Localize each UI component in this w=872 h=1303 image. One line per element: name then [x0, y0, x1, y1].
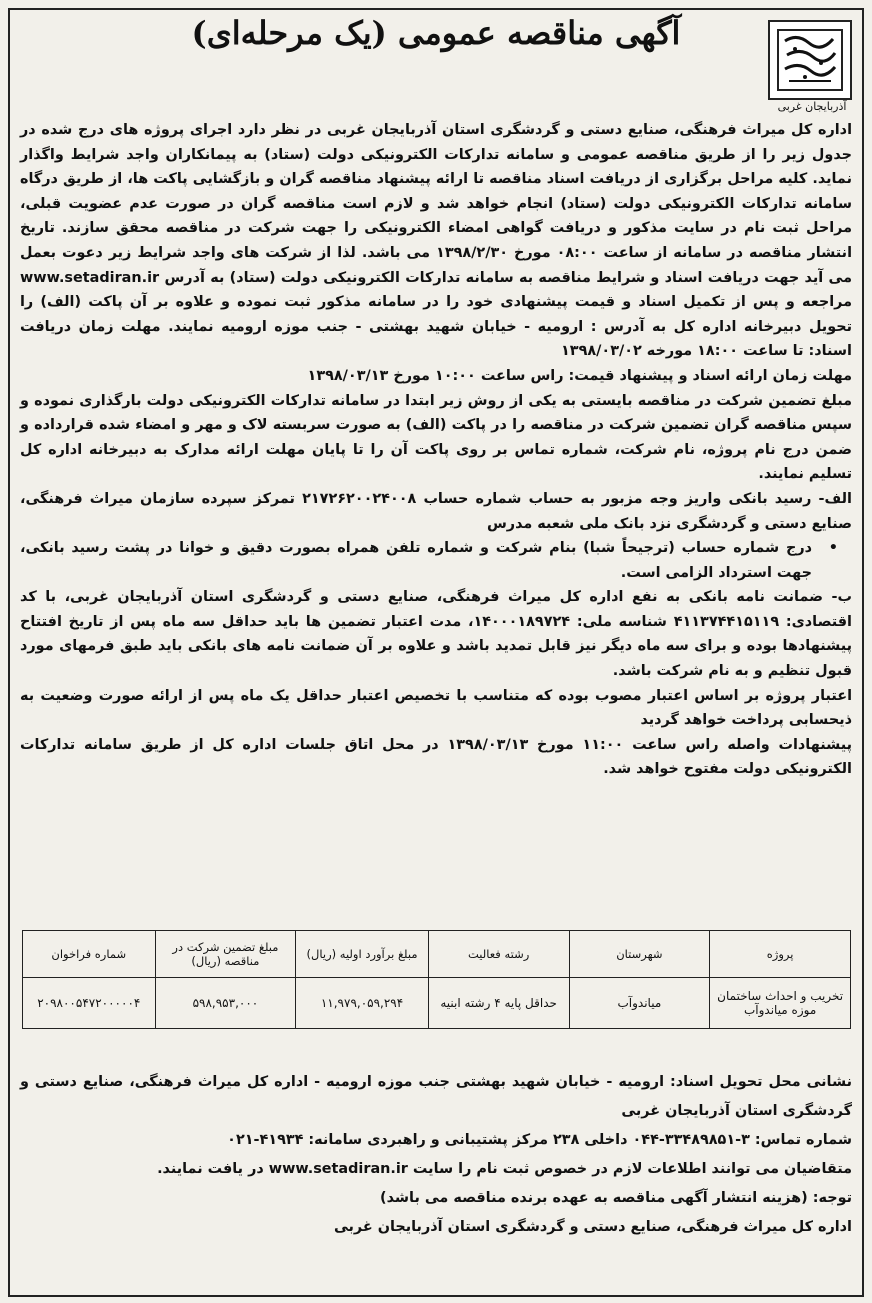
logo-caption: آذربایجان غربی: [777, 100, 847, 113]
header: [0, 8, 872, 118]
column-header: رشته فعالیت: [428, 931, 569, 978]
delivery-address: نشانی محل تحویل اسناد: ارومیه - خیابان شهید بهشتی جنب موزه ارومیه - اداره کل میراث فرهنگی، صنایع دستی و گردشگری استان آذربایجان غربی: [20, 1074, 852, 1119]
estimate-cell: ۱۱,۹۷۹,۰۵۹,۲۹۴: [296, 978, 428, 1029]
budget-paragraph: اعتبار پروژه بر اساس اعتبار مصوب بوده که متناسب با تخصیص اعتبار حداقل یک ماه پس از ارائه صورت وضعیت به ذیحسابی پرداخت خواهد گردید: [20, 687, 852, 729]
tender-table: [22, 930, 851, 1029]
bullet-text: درج شماره حساب (ترجیحاً شبا) بنام شرکت و شماره تلفن همراه بصورت دقیق و خوانا در پشت رسید بانکی، جهت استرداد الزامی است.: [20, 540, 812, 581]
city-cell: میاندوآب: [569, 978, 710, 1029]
guarantee-cell: ۵۹۸,۹۵۳,۰۰۰: [155, 978, 296, 1029]
cost-note: توجه: (هزینه انتشار آگهی مناقصه به عهده برنده مناقصه می باشد): [380, 1190, 852, 1206]
calligraphy-emblem-icon: [775, 27, 845, 93]
project-cell: تخریب و احداث ساختمان موزه میاندوآب: [710, 978, 851, 1029]
table-row: [23, 978, 851, 1029]
organization-logo: [768, 20, 852, 100]
column-header: مبلغ برآورد اولیه (ریال): [296, 931, 428, 978]
table-header-row: [23, 931, 851, 978]
notice-footer: [20, 1068, 852, 1242]
opening-paragraph: پیشنهادات واصله راس ساعت ۱۱:۰۰ مورخ ۱۳۹۸/۰۳/۱۳ در محل اتاق جلسات اداره کل از طریق سامانه تدارکات الکترونیکی دولت مفتوح خواهد شد.: [20, 736, 852, 778]
contact-numbers: شماره تماس: ۳-۳۳۴۸۹۸۵۱-۰۴۴ داخلی ۲۳۸ مرکز پشتیبانی و راهبردی سامانه: ۴۱۹۳۴-۰۲۱: [227, 1132, 852, 1148]
column-header: پروژه: [710, 931, 851, 978]
call-number-cell: ۲۰۹۸۰۰۵۴۷۲۰۰۰۰۰۴: [23, 978, 156, 1029]
activity-cell: حداقل پایه ۴ رشته ابنیه: [428, 978, 569, 1029]
deadline-paragraph: مهلت زمان ارائه اسناد و پیشنهاد قیمت: راس ساعت ۱۰:۰۰ مورخ ۱۳۹۸/۰۳/۱۳: [307, 367, 852, 384]
column-header: شماره فراخوان: [23, 931, 156, 978]
option-b-paragraph: ب- ضمانت نامه بانکی به نفع اداره کل میراث فرهنگی، صنایع دستی و گردشگری استان آذربایجان غربی، با کد اقتصادی: ۴۱۱۳۷۴۴۱۵۱۱۹ شناسه ملی: ۱۴۰۰۰۱۸۹۷۲۴، مدت اعتبار تضمین ها باید حداقل سه ماه پس از تاریخ افتتاح پیشنهادها بوده و برای سه ماه دیگر نیز قابل تمدید باشد و علاوه بر آن ضمانت نامه های بانکی باید طبق فرمهای مورد قبول تنظیم و به نام شرکت باشد.: [20, 589, 852, 680]
intro-paragraph: اداره کل میراث فرهنگی، صنایع دستی و گردشگری استان آذربایجان غربی در نظر دارد اجرای پروژه های درج شده در جدول زیر را از طریق مناقصه عمومی و سامانه تدارکات الکترونیکی دولت (ستاد) به پیمانکاران واجد شرایط واگذار نماید. کلیه مراحل برگزاری از دریافت اسناد مناقصه تا ارائه پیشنهاد مناقصه گران و بازگشایی پاکت ها، از طریق درگاه سامانه تدارکات الکترونیکی دولت (ستاد) انجام خواهد شد و لازم است مناقصه گران در صورت عدم عضویت قبلی، مراحل ثبت نام در سایت مذکور و دریافت گواهی امضاء الکترونیکی را جهت شرکت در مناقصه محقق سازند. تاریخ انتشار مناقصه در سامانه از ساعت ۰۸:۰۰ مورخ ۱۳۹۸/۲/۳۰ می باشد. لذا از شرکت های واجد شرایط زیر دعوت بعمل می آید جهت دریافت اسناد و شرایط مناقصه به سامانه تدارکات الکترونیکی دولت (ستاد) به آدرس www.setadiran.ir مراجعه و پس از تکمیل اسناد و قیمت پیشنهادی خود را در سامانه مذکور ثبت نموده و علاوه بر آن پاکت (الف) را تحویل دبیرخانه اداره کل به آدرس : ارومیه - خیابان شهید بهشتی - جنب موزه ارومیه نمایند. مهلت زمان دریافت اسناد: تا ساعت ۱۸:۰۰ مورخه ۱۳۹۸/۰۳/۰۲: [20, 122, 853, 360]
website-note: متقاضیان می توانند اطلاعات لازم در خصوص ثبت نام را سایت www.setadiran.ir در یافت نمایند.: [157, 1161, 852, 1177]
bullet-item: [20, 536, 852, 585]
notice-body: [20, 118, 852, 782]
column-header: شهرستان: [569, 931, 710, 978]
page-title: آگهی مناقصه عمومی (یک مرحله‌ای): [191, 14, 681, 52]
bullet-icon: •: [828, 540, 838, 557]
column-header: مبلغ تضمین شرکت در مناقصه (ریال): [155, 931, 296, 978]
signature-organization: اداره کل میراث فرهنگی، صنایع دستی و گردشگری استان آذربایجان غربی: [333, 1219, 852, 1235]
guarantee-paragraph: مبلغ تضمین شرکت در مناقصه بایستی به یکی از روش زیر ابتدا در سامانه تدارکات الکترونیکی دولت بارگذاری نموده و سپس مناقصه گران تضمین شرکت در مناقصه را در پاکت (الف) به صورت سربسته لاک و مهر و امضاء شده قرارداده و ضمن درج نام پروژه، نام شرکت، شماره تماس بر روی پاکت آن را تا پایان مهلت ارائه مدارک به دبیرخانه اداره کل تسلیم نمایند.: [20, 392, 852, 483]
option-a-paragraph: الف- رسید بانکی واریز وجه مزبور به حساب شماره حساب ۲۱۷۲۶۲۰۰۲۴۰۰۸ تمرکز سپرده سازمان میراث فرهنگی، صنایع دستی و گردشگری نزد بانک ملی شعبه مدرس: [20, 490, 852, 532]
